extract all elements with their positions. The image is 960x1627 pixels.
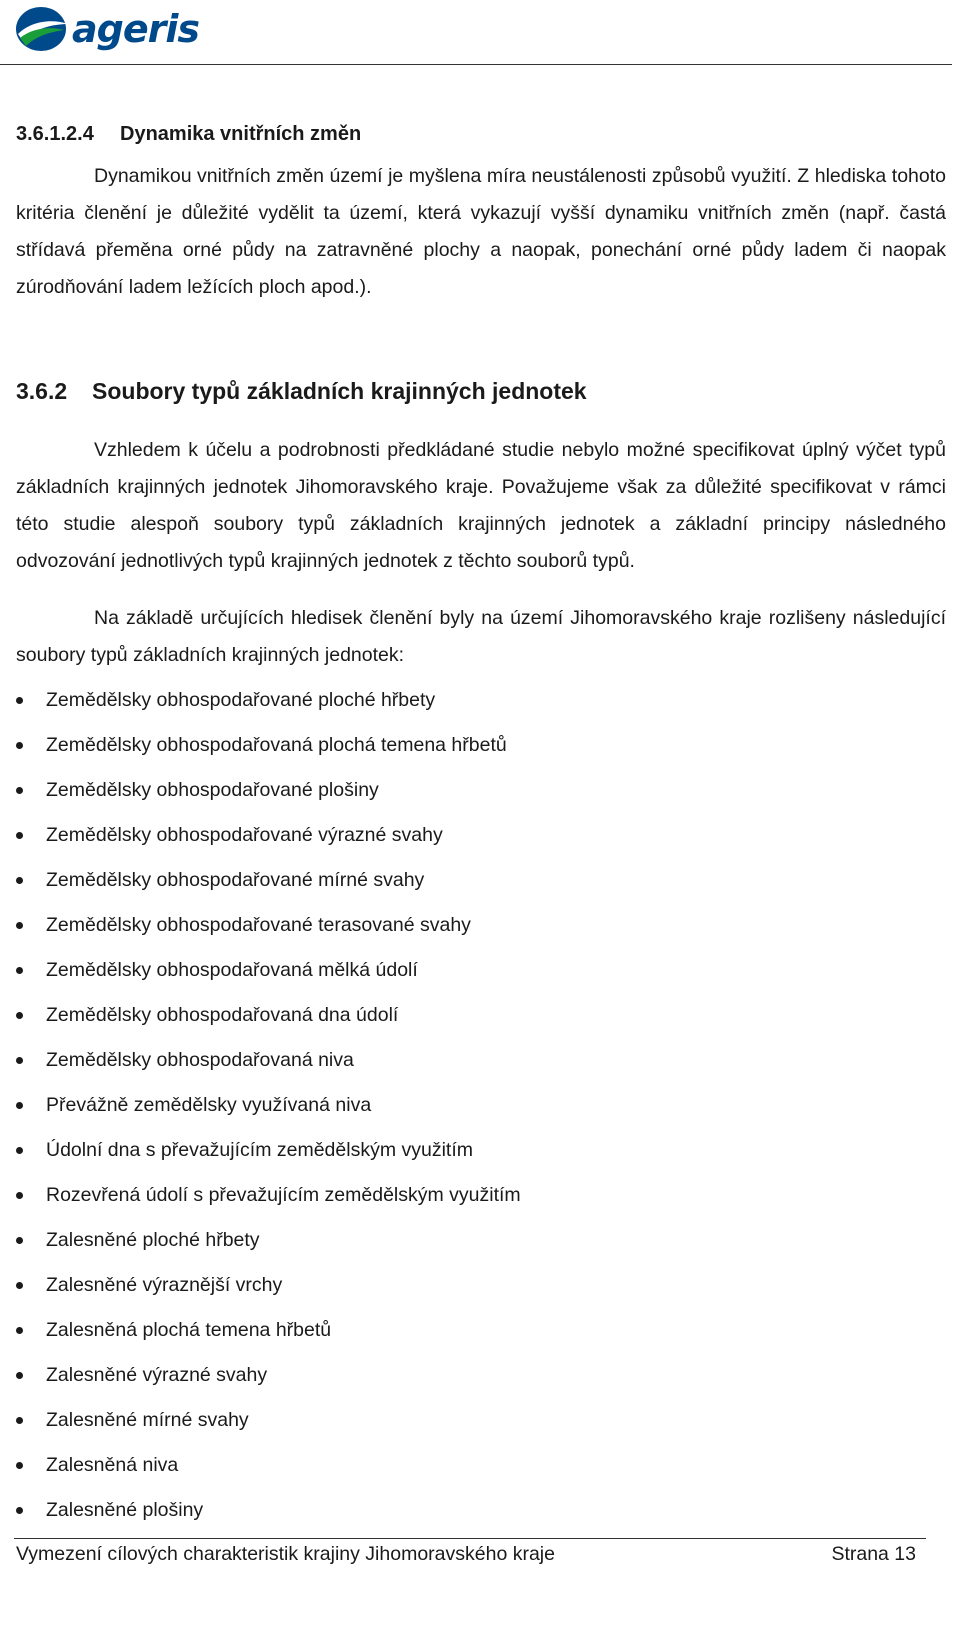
list-item bbox=[16, 768, 946, 813]
footer-divider bbox=[14, 1538, 926, 1539]
list-item-text: Zemědělsky obhospodařovaná niva bbox=[46, 1049, 354, 1071]
list-item-text: Zemědělsky obhospodařované plošiny bbox=[46, 779, 379, 801]
paragraph-soubory-list-intro: Na základě určujících hledisek členění byly na území Jihomoravského kraje rozlišeny následující soubory typů základních krajinných jednotek: bbox=[16, 607, 946, 666]
list-item bbox=[16, 1443, 946, 1488]
bullet-icon bbox=[16, 877, 23, 884]
heading-number: 3.6.2 bbox=[16, 378, 68, 404]
heading-dynamika bbox=[16, 120, 946, 148]
list-item-text: Zalesněné plošiny bbox=[46, 1499, 204, 1521]
list-item bbox=[16, 1038, 946, 1083]
list-item-text: Zalesněné výraznější vrchy bbox=[46, 1274, 283, 1296]
list-item bbox=[16, 1083, 946, 1128]
list-item bbox=[16, 948, 946, 993]
list-item-text: Zemědělsky obhospodařované ploché hřbety bbox=[46, 689, 436, 711]
bullet-icon bbox=[16, 922, 23, 929]
list-item bbox=[16, 1263, 946, 1308]
bullet-icon bbox=[16, 1147, 23, 1154]
list-item bbox=[16, 903, 946, 948]
header-divider bbox=[0, 64, 952, 65]
list-item bbox=[16, 1128, 946, 1173]
list-item bbox=[16, 723, 946, 768]
heading-title: Dynamika vnitřních změn bbox=[120, 123, 362, 145]
list-item-text: Údolní dna s převažujícím zemědělským využitím bbox=[46, 1139, 473, 1161]
list-item bbox=[16, 1398, 946, 1443]
list-item bbox=[16, 1488, 946, 1533]
list-item bbox=[16, 678, 946, 723]
list-item-text: Zalesněná niva bbox=[46, 1454, 179, 1476]
bullet-icon bbox=[16, 1192, 23, 1199]
list-item-text: Zemědělsky obhospodařovaná plochá temena hřbetů bbox=[46, 734, 507, 756]
bullet-icon bbox=[16, 832, 23, 839]
list-item bbox=[16, 1308, 946, 1353]
bullet-icon bbox=[16, 1372, 23, 1379]
list-item bbox=[16, 1353, 946, 1398]
bullet-icon bbox=[16, 1417, 23, 1424]
bullet-icon bbox=[16, 1057, 23, 1064]
page-footer bbox=[16, 1543, 916, 1566]
bullet-icon bbox=[16, 787, 23, 794]
paragraph-soubory-intro: Vzhledem k účelu a podrobnosti předkládané studie nebylo možné specifikovat úplný výčet typů základních krajinných jednotek Jihomoravského kraje. Považujeme však za důležité specifikovat v rámci této studie alespoň soubory typů základních krajinných jednotek a základní principy následného odvozování jednotlivých typů krajinných jednotek z těchto souborů typů. bbox=[16, 439, 946, 572]
list-item-text: Zemědělsky obhospodařovaná mělká údolí bbox=[46, 959, 418, 981]
document-body bbox=[16, 120, 946, 1533]
list-item bbox=[16, 1173, 946, 1218]
page-header bbox=[0, 0, 960, 70]
list-item-text: Zemědělsky obhospodařované terasované svahy bbox=[46, 914, 471, 936]
list-item-text: Rozevřená údolí s převažujícím zemědělským využitím bbox=[46, 1184, 521, 1206]
bullet-icon bbox=[16, 1012, 23, 1019]
heading-soubory bbox=[16, 374, 946, 408]
bullet-icon bbox=[16, 1327, 23, 1334]
list-item-text: Zemědělsky obhospodařovaná dna údolí bbox=[46, 1004, 399, 1026]
bullet-icon bbox=[16, 967, 23, 974]
footer-page-number: Strana 13 bbox=[831, 1543, 916, 1565]
heading-title: Soubory typů základních krajinných jednotek bbox=[92, 378, 587, 404]
landscape-types-list bbox=[16, 678, 946, 1533]
list-item-text: Zalesněné mírné svahy bbox=[46, 1409, 249, 1431]
list-item-text: Zemědělsky obhospodařované mírné svahy bbox=[46, 869, 425, 891]
list-item bbox=[16, 993, 946, 1038]
bullet-icon bbox=[16, 1102, 23, 1109]
bullet-icon bbox=[16, 1237, 23, 1244]
list-item-text: Zalesněná plochá temena hřbetů bbox=[46, 1319, 332, 1341]
bullet-icon bbox=[16, 1507, 23, 1514]
list-item-text: Převážně zemědělsky využívaná niva bbox=[46, 1094, 372, 1116]
paragraph-dynamika: Dynamikou vnitřních změn území je myšlena míra neustálenosti způsobů využití. Z hlediska tohoto kritéria členění je důležité vydělit ta území, která vykazují vyšší dynamiku vnitřních změn (např. častá střídavá přeměna orné půdy na zatravněné plochy a naopak, ponechání orné půdy ladem či naopak zúrodňování ladem ležících ploch apod.). bbox=[16, 165, 946, 298]
footer-document-title: Vymezení cílových charakteristik krajiny Jihomoravského kraje bbox=[16, 1543, 555, 1565]
list-item-text: Zalesněné ploché hřbety bbox=[46, 1229, 260, 1251]
bullet-icon bbox=[16, 1282, 23, 1289]
bullet-icon bbox=[16, 1462, 23, 1469]
list-item-text: Zalesněné výrazné svahy bbox=[46, 1364, 268, 1386]
list-item bbox=[16, 1218, 946, 1263]
list-item bbox=[16, 813, 946, 858]
heading-number: 3.6.1.2.4 bbox=[16, 123, 94, 145]
ageris-logo bbox=[14, 4, 199, 54]
ageris-logo-mark-icon bbox=[14, 4, 70, 54]
list-item-text: Zemědělsky obhospodařované výrazné svahy bbox=[46, 824, 443, 846]
bullet-icon bbox=[16, 697, 23, 704]
list-item bbox=[16, 858, 946, 903]
logo-wordmark: ageris bbox=[72, 7, 199, 51]
bullet-icon bbox=[16, 742, 23, 749]
